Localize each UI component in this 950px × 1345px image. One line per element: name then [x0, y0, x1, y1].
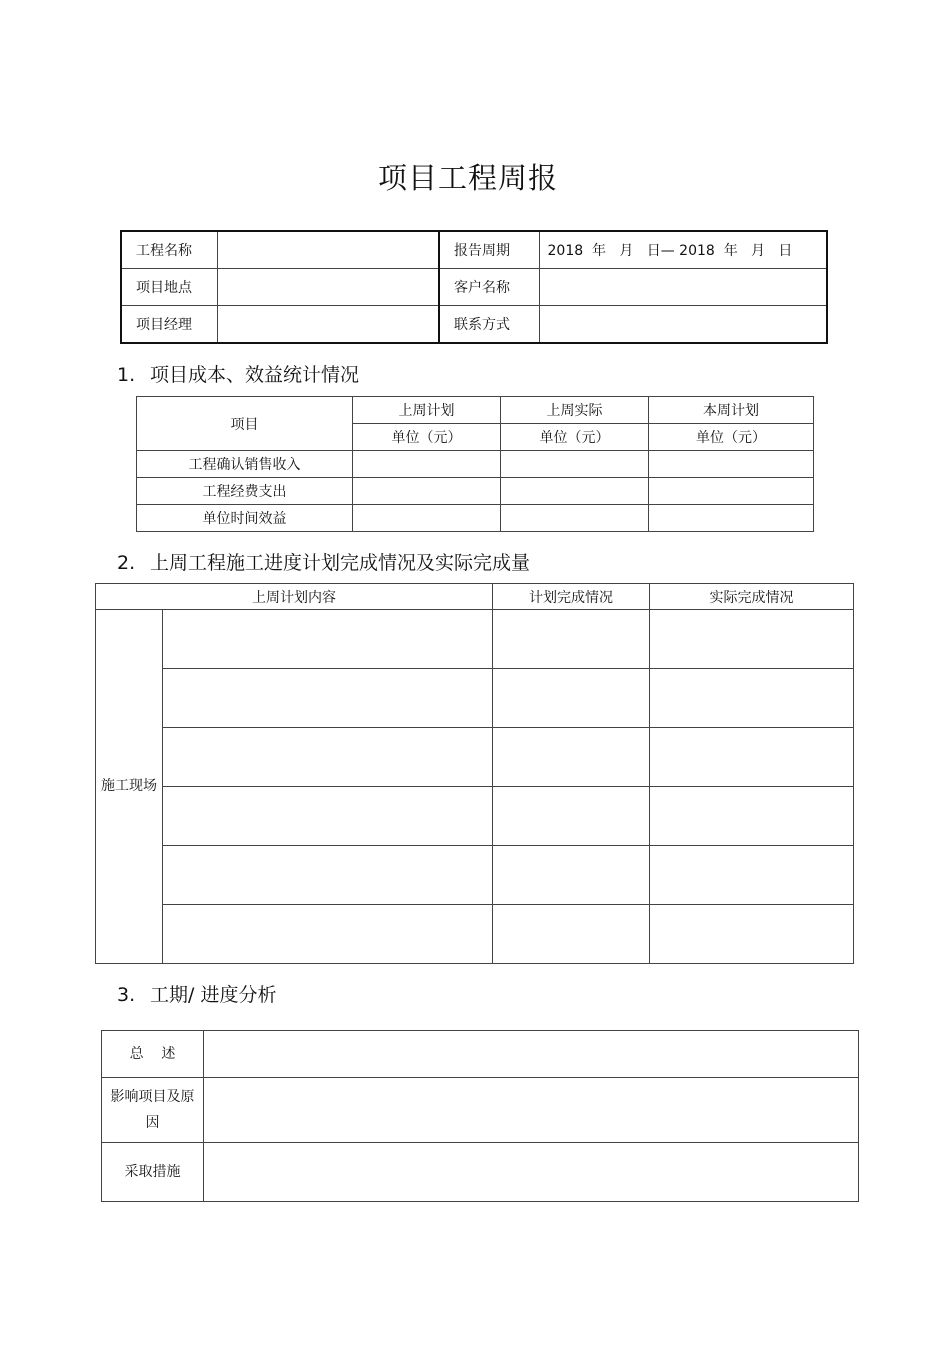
progress-plan-status-cell[interactable]	[493, 610, 650, 669]
progress-plan-status-cell[interactable]	[493, 905, 650, 964]
analysis-row-summary	[102, 1031, 859, 1078]
cost-row-label: 单位时间效益	[137, 505, 353, 532]
client-name-value[interactable]	[539, 269, 827, 306]
impact-label: 影响项目及原因	[102, 1078, 204, 1143]
section3-heading	[117, 980, 276, 1007]
project-name-value[interactable]	[217, 231, 439, 269]
progress-row	[96, 669, 854, 728]
project-manager-label: 项目经理	[121, 306, 217, 344]
cost-cell[interactable]	[353, 505, 501, 532]
section3-number: 3.	[117, 984, 136, 1006]
project-name-label: 工程名称	[121, 231, 217, 269]
summary-label: 总 述	[102, 1031, 204, 1078]
cost-cell[interactable]	[649, 478, 814, 505]
progress-actual-cell[interactable]	[650, 728, 854, 787]
impact-content[interactable]	[204, 1078, 859, 1143]
progress-plan-cell[interactable]	[163, 728, 493, 787]
report-period-label: 报告周期	[439, 231, 539, 269]
measures-content[interactable]	[204, 1143, 859, 1202]
progress-plan-cell[interactable]	[163, 846, 493, 905]
cost-unit-label: 单位（元）	[501, 424, 649, 451]
cost-cell[interactable]	[649, 505, 814, 532]
cost-header-item: 项目	[137, 397, 353, 451]
project-info-table	[120, 230, 828, 344]
cost-cell[interactable]	[649, 451, 814, 478]
section2-number: 2.	[117, 552, 136, 574]
summary-content[interactable]	[204, 1031, 859, 1078]
section1-title: 项目成本、效益统计情况	[150, 364, 360, 386]
project-location-value[interactable]	[217, 269, 439, 306]
progress-plan-cell[interactable]	[163, 610, 493, 669]
analysis-table	[101, 1030, 859, 1202]
cost-cell[interactable]	[501, 451, 649, 478]
section2-heading	[117, 548, 530, 575]
progress-row	[96, 905, 854, 964]
client-name-label: 客户名称	[439, 269, 539, 306]
cost-col-last-actual: 上周实际	[501, 397, 649, 424]
cost-cell[interactable]	[353, 478, 501, 505]
cost-row-label: 工程确认销售收入	[137, 451, 353, 478]
info-row-manager	[121, 306, 827, 344]
progress-row	[96, 846, 854, 905]
progress-row	[96, 787, 854, 846]
cost-cell[interactable]	[353, 451, 501, 478]
report-period-value[interactable]: 2018 年 月 日— 2018 年 月 日	[539, 231, 827, 269]
info-row-location	[121, 269, 827, 306]
section3-title: 工期/ 进度分析	[150, 984, 277, 1006]
cost-cell[interactable]	[501, 478, 649, 505]
progress-actual-cell[interactable]	[650, 846, 854, 905]
progress-col-plan-status: 计划完成情况	[493, 584, 650, 610]
cost-row-expense	[137, 478, 814, 505]
progress-plan-cell[interactable]	[163, 787, 493, 846]
contact-label: 联系方式	[439, 306, 539, 344]
cost-col-last-plan: 上周计划	[353, 397, 501, 424]
cost-row-benefit	[137, 505, 814, 532]
progress-plan-cell[interactable]	[163, 905, 493, 964]
progress-actual-cell[interactable]	[650, 787, 854, 846]
construction-site-label: 施工现场	[96, 610, 163, 964]
progress-table	[95, 583, 854, 964]
measures-label: 采取措施	[102, 1143, 204, 1202]
progress-actual-cell[interactable]	[650, 905, 854, 964]
section1-heading	[117, 360, 359, 387]
cost-unit-label: 单位（元）	[649, 424, 814, 451]
cost-col-this-plan: 本周计划	[649, 397, 814, 424]
analysis-row-measures	[102, 1143, 859, 1202]
progress-plan-cell[interactable]	[163, 669, 493, 728]
cost-row-label: 工程经费支出	[137, 478, 353, 505]
progress-col-plan-content: 上周计划内容	[96, 584, 493, 610]
project-location-label: 项目地点	[121, 269, 217, 306]
progress-row	[96, 728, 854, 787]
progress-plan-status-cell[interactable]	[493, 669, 650, 728]
project-manager-value[interactable]	[217, 306, 439, 344]
cost-row-revenue	[137, 451, 814, 478]
progress-actual-cell[interactable]	[650, 669, 854, 728]
info-row-project-name	[121, 231, 827, 269]
contact-value[interactable]	[539, 306, 827, 344]
progress-col-actual-status: 实际完成情况	[650, 584, 854, 610]
analysis-row-impact	[102, 1078, 859, 1143]
section2-title: 上周工程施工进度计划完成情况及实际完成量	[150, 552, 531, 574]
progress-header-row	[96, 584, 854, 610]
cost-header-row	[137, 397, 814, 424]
progress-plan-status-cell[interactable]	[493, 728, 650, 787]
cost-table	[136, 396, 814, 532]
progress-plan-status-cell[interactable]	[493, 787, 650, 846]
progress-plan-status-cell[interactable]	[493, 846, 650, 905]
section1-number: 1.	[117, 364, 136, 386]
progress-row	[96, 610, 854, 669]
page-title: 项目工程周报	[377, 161, 558, 195]
cost-unit-label: 单位（元）	[353, 424, 501, 451]
cost-cell[interactable]	[501, 505, 649, 532]
progress-actual-cell[interactable]	[650, 610, 854, 669]
